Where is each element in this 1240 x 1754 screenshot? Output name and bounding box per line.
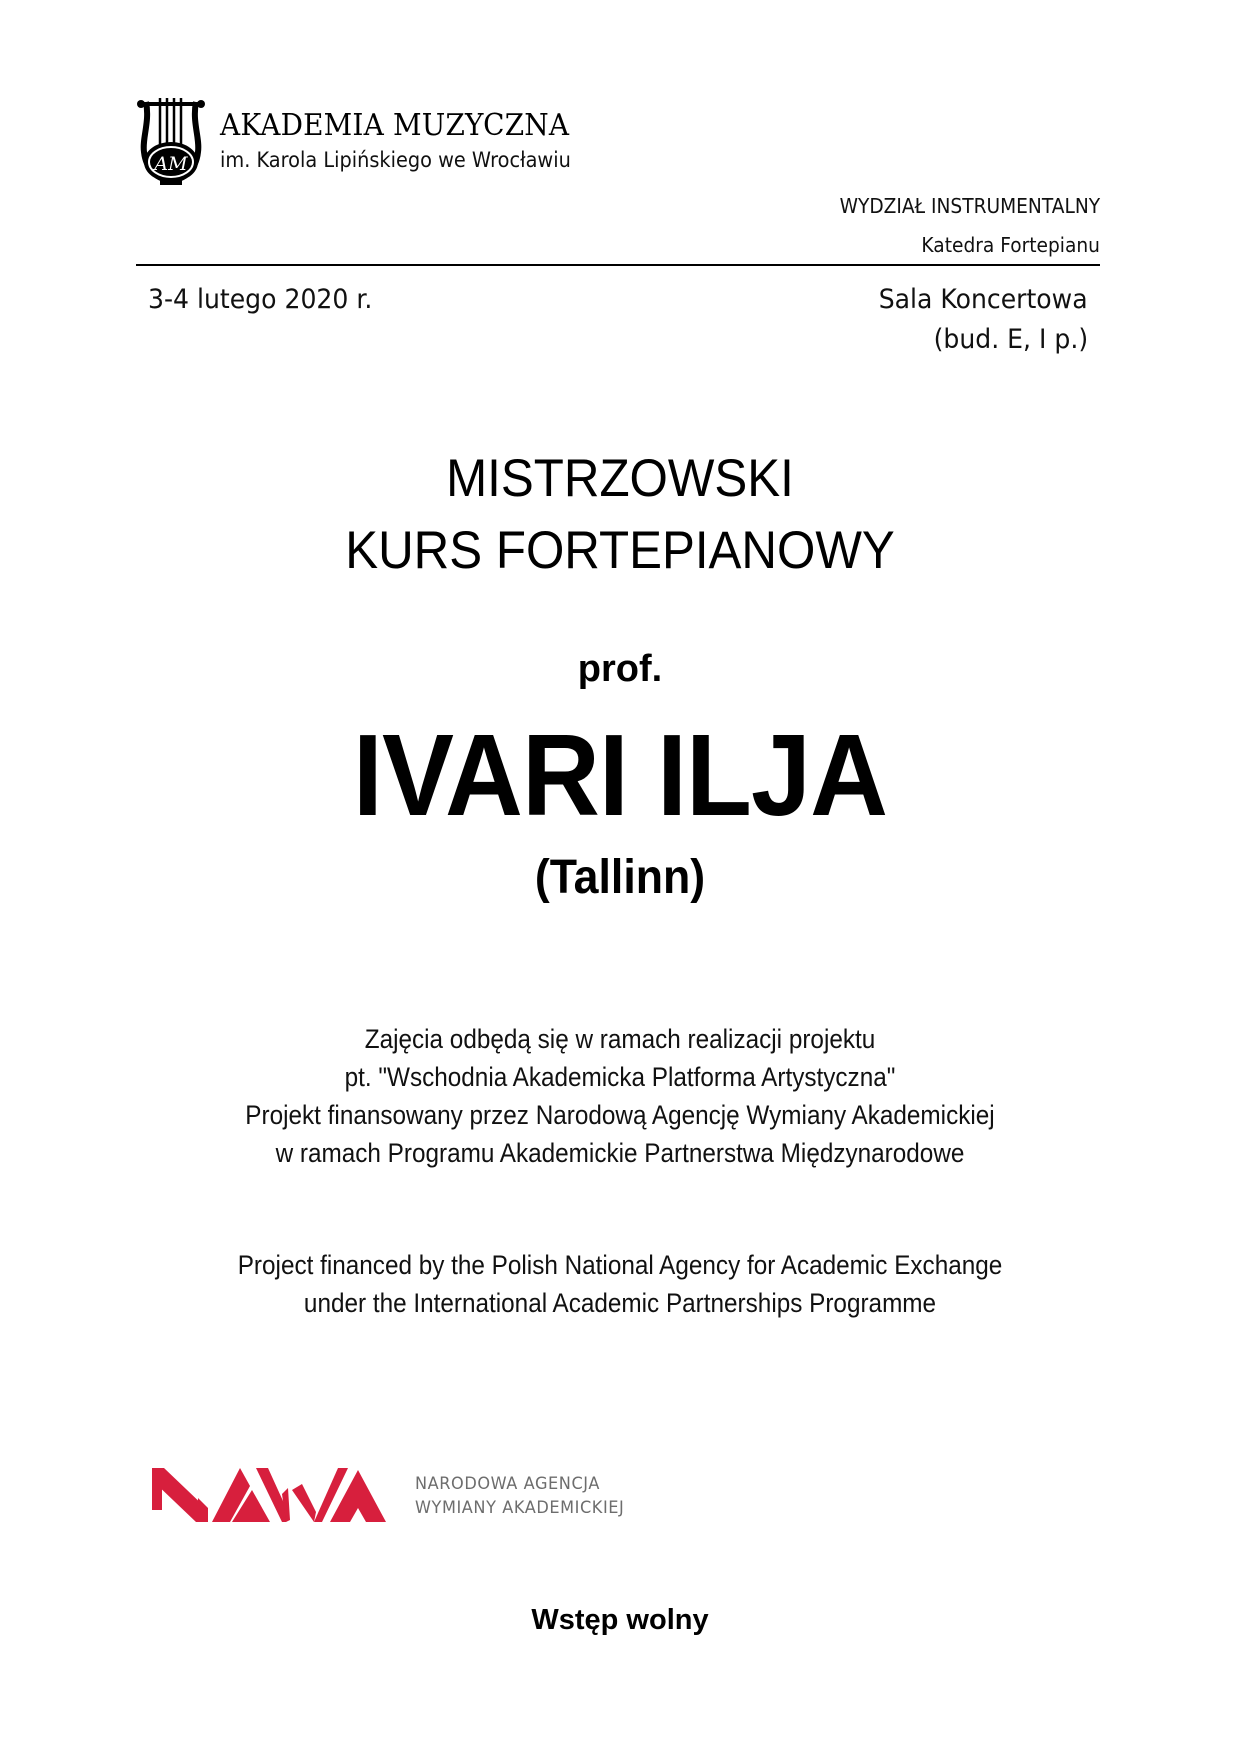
instructor-title: prof. [577, 648, 663, 690]
course-title-line1: MISTRZOWSKI [446, 449, 794, 508]
event-date: 3-4 lutego 2020 r. [148, 284, 373, 315]
project-info-pl-line: w ramach Programu Akademickie Partnerstwa Międzynarodowe [275, 1138, 965, 1168]
project-info-en-line: under the International Academic Partnerships Programme [303, 1288, 937, 1318]
instructor-name: IVARI ILJA [352, 710, 888, 840]
nawa-logo [152, 1464, 398, 1526]
institution-subtitle: im. Karola Lipińskiego we Wrocławiu [220, 148, 571, 172]
sponsor-name-line1: NARODOWA AGENCJA [415, 1474, 600, 1494]
project-info-pl-line: Zajęcia odbędą się w ramach realizacji projektu [364, 1024, 876, 1054]
institution-name: AKADEMIA MUZYCZNA [220, 108, 570, 143]
instructor-city: (Tallinn) [534, 851, 706, 904]
department-name: WYDZIAŁ INSTRUMENTALNY [839, 194, 1100, 218]
lyre-icon [136, 92, 206, 186]
event-venue-detail: (bud. E, I p.) [933, 324, 1088, 355]
free-entry-notice: Wstęp wolny [531, 1604, 709, 1636]
project-info-pl-line: Projekt finansowany przez Narodową Agencję Wymiany Akademickiej [245, 1100, 995, 1130]
header-divider [136, 264, 1100, 266]
course-title-line2: KURS FORTEPIANOWY [345, 521, 895, 580]
project-info-pl-line: pt. "Wschodnia Akademicka Platforma Artystyczna" [344, 1062, 896, 1092]
event-venue: Sala Koncertowa [879, 284, 1088, 315]
project-info-en-line: Project financed by the Polish National Agency for Academic Exchange [237, 1250, 1003, 1280]
svg-text:AM: AM [154, 153, 188, 175]
chair-name: Katedra Fortepianu [921, 233, 1100, 257]
sponsor-name-line2: WYMIANY AKADEMICKIEJ [415, 1498, 625, 1518]
